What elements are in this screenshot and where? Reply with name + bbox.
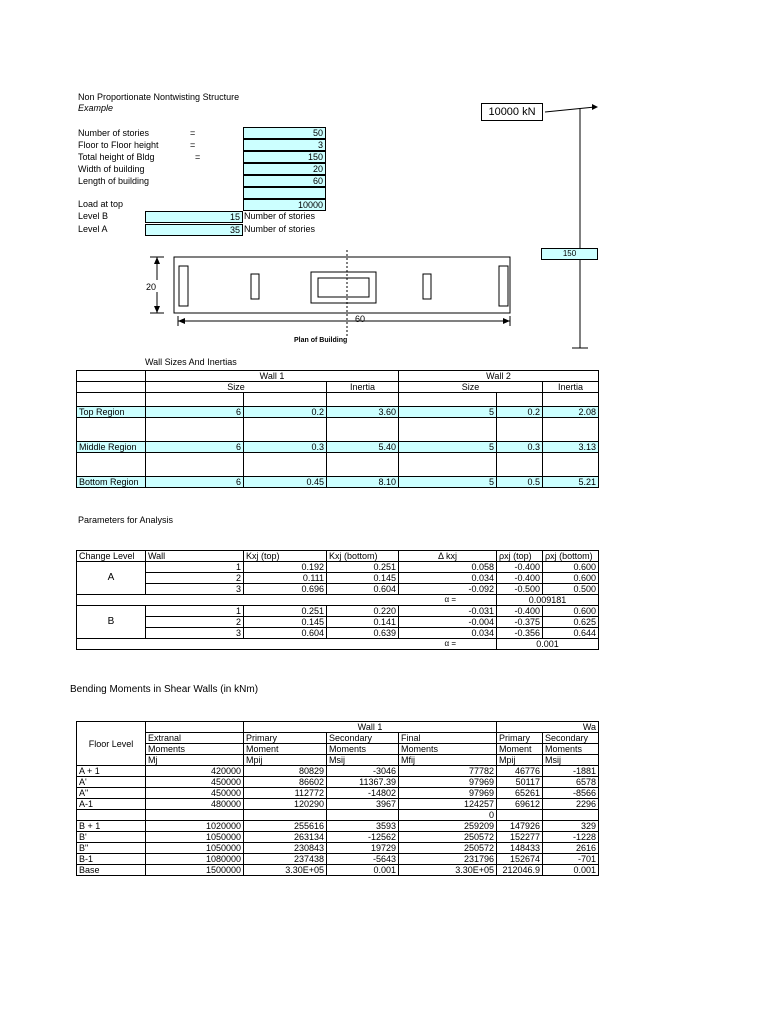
input-width[interactable]: 20 — [243, 163, 326, 175]
cell: 2 — [146, 573, 244, 584]
pri-header-3: Mpij — [244, 755, 327, 766]
floor-level-cell: Base — [77, 865, 146, 876]
table-row — [77, 606, 599, 617]
moments-title: Bending Moments in Shear Walls (in kNm) — [70, 684, 259, 695]
input-total-height[interactable]: 150 — [243, 151, 326, 163]
cell: 0.600 — [543, 606, 599, 617]
table-row — [77, 854, 599, 865]
table-row — [77, 477, 599, 488]
arrow-left-icon — [178, 318, 185, 324]
col-header: ρxj (bottom) — [543, 551, 599, 562]
input-level-b[interactable]: 15 — [145, 211, 243, 223]
cell[interactable]: 2.08 — [543, 407, 599, 418]
input-label: Length of building — [78, 176, 150, 186]
floor-level-cell — [77, 810, 146, 821]
moment-cell: 3.30E+05 — [244, 865, 327, 876]
input-eq: = — [190, 128, 196, 138]
row-label: Bottom Region — [77, 477, 146, 488]
moment-cell: 11367.39 — [327, 777, 399, 788]
elevation-diagram — [540, 100, 610, 355]
cell[interactable]: 6 — [146, 442, 244, 453]
cell: 0.251 — [244, 606, 327, 617]
cell[interactable]: 6 — [146, 477, 244, 488]
table-row — [77, 766, 599, 777]
height-label-box: 150 — [541, 248, 598, 260]
level-b-label: Level B — [78, 211, 109, 221]
moment-cell: 255616 — [244, 821, 327, 832]
moment-cell — [497, 810, 543, 821]
table-row — [77, 810, 599, 821]
wall-left — [179, 266, 188, 306]
cell: -0.356 — [497, 628, 543, 639]
level-a-note: Number of stories — [244, 224, 316, 234]
table-row — [77, 788, 599, 799]
alpha-value: 0.001 — [497, 639, 599, 650]
moment-cell: 112772 — [244, 788, 327, 799]
moment-cell: 1080000 — [146, 854, 244, 865]
cell: 0.111 — [244, 573, 327, 584]
moment-cell: 329 — [543, 821, 599, 832]
col-header: Wall — [146, 551, 244, 562]
wall-inner-right — [423, 274, 431, 299]
input-eq: = — [190, 140, 196, 150]
input-level-a[interactable]: 35 — [145, 224, 243, 236]
ext-header-3: Mj — [146, 755, 244, 766]
moment-cell: -701 — [543, 854, 599, 865]
load-label-box: 10000 kN — [481, 103, 543, 121]
cell: 2 — [146, 617, 244, 628]
alpha-label: α = — [77, 639, 497, 650]
length-dim-label: 60 — [355, 314, 366, 324]
load-label: Load at top — [78, 199, 124, 209]
moment-cell: 0 — [399, 810, 497, 821]
page-subtitle: Example — [78, 103, 114, 113]
cell: 0.220 — [327, 606, 399, 617]
moment-cell: 80829 — [244, 766, 327, 777]
core-inner — [318, 278, 369, 297]
cell: -0.004 — [399, 617, 497, 628]
moment-cell: 19729 — [327, 843, 399, 854]
floor-level-cell: A' — [77, 777, 146, 788]
moment-cell: 3.30E+05 — [399, 865, 497, 876]
level-b-note: Number of stories — [244, 211, 316, 221]
cell: 3 — [146, 628, 244, 639]
row-label: Top Region — [77, 407, 146, 418]
cell: 0.058 — [399, 562, 497, 573]
col-header: Change Level — [77, 551, 146, 562]
fin-header-1: Final — [399, 733, 497, 744]
width-dim-label: 20 — [146, 282, 157, 292]
arrow-right-icon — [503, 318, 510, 324]
cell: -0.092 — [399, 584, 497, 595]
moment-cell: 450000 — [146, 788, 244, 799]
page-title: Non Proportionate Nontwisting Structure — [78, 92, 240, 102]
input-label: Floor to Floor height — [78, 140, 159, 150]
w2-size-header: Size — [399, 382, 543, 393]
table-row — [77, 843, 599, 854]
cell: 0.644 — [543, 628, 599, 639]
moment-cell: 120290 — [244, 799, 327, 810]
moment-cell: 230843 — [244, 843, 327, 854]
moment-cell: 124257 — [399, 799, 497, 810]
moment-cell: 1050000 — [146, 843, 244, 854]
moment-cell: 3967 — [327, 799, 399, 810]
cell: -0.500 — [497, 584, 543, 595]
moment-cell: -12562 — [327, 832, 399, 843]
ext-header-2: Moments — [146, 744, 244, 755]
params-table — [76, 550, 599, 650]
moment-cell — [244, 810, 327, 821]
cell: 0.639 — [327, 628, 399, 639]
cell: 0.625 — [543, 617, 599, 628]
cell: 0.141 — [327, 617, 399, 628]
moment-cell: -5643 — [327, 854, 399, 865]
table-row — [77, 562, 599, 573]
cell: 1 — [146, 606, 244, 617]
cell: 0.145 — [327, 573, 399, 584]
fin-header-3: Mfij — [399, 755, 497, 766]
floor-level-cell: B" — [77, 843, 146, 854]
moment-cell: 148433 — [497, 843, 543, 854]
arrow-down-icon — [154, 306, 160, 313]
input-length[interactable]: 60 — [243, 175, 326, 187]
cell: 0.696 — [244, 584, 327, 595]
walls-table — [76, 370, 599, 488]
cell[interactable]: 5 — [399, 442, 497, 453]
load-arrowhead-icon — [592, 104, 598, 110]
change-level: A — [77, 562, 146, 595]
sec-header-2: Moments — [327, 744, 399, 755]
moment-cell: 259209 — [399, 821, 497, 832]
moment-cell: 250572 — [399, 832, 497, 843]
alpha-row — [77, 639, 599, 650]
input-blank[interactable] — [243, 187, 326, 199]
cell: 0.604 — [327, 584, 399, 595]
cell: -0.031 — [399, 606, 497, 617]
moments-table — [76, 721, 599, 876]
table-row — [77, 832, 599, 843]
moment-cell — [543, 810, 599, 821]
cell: 0.600 — [543, 573, 599, 584]
moment-cell: 263134 — [244, 832, 327, 843]
floor-level-cell: A + 1 — [77, 766, 146, 777]
change-level: B — [77, 606, 146, 639]
sec2-header-2: Moments — [543, 744, 599, 755]
col-header: Kxj (top) — [244, 551, 327, 562]
pri2-header-3: Mpij — [497, 755, 543, 766]
cell: 1 — [146, 562, 244, 573]
cell: 0.192 — [244, 562, 327, 573]
cell[interactable]: 0.2 — [497, 407, 543, 418]
moment-cell: 50117 — [497, 777, 543, 788]
pri-header-1: Primary — [244, 733, 327, 744]
cell: 0.500 — [543, 584, 599, 595]
cell[interactable]: 8.10 — [327, 477, 399, 488]
pri2-header-2: Moment — [497, 744, 543, 755]
w1-size-header: Size — [146, 382, 327, 393]
input-stories[interactable]: 50 — [243, 127, 326, 139]
wall2-header: Wa — [497, 722, 599, 733]
cell[interactable]: 3.13 — [543, 442, 599, 453]
floor-level-cell: B-1 — [77, 854, 146, 865]
cell[interactable]: 0.5 — [497, 477, 543, 488]
cell[interactable]: 5.21 — [543, 477, 599, 488]
moment-cell: 2616 — [543, 843, 599, 854]
ext-header-1: Extranal — [146, 733, 244, 744]
cell[interactable]: 0.3 — [244, 442, 327, 453]
moment-cell: 77782 — [399, 766, 497, 777]
input-floor-height[interactable]: 3 — [243, 139, 326, 151]
w1-inertia-header: Inertia — [327, 382, 399, 393]
sec-header-3: Msij — [327, 755, 399, 766]
sec-header-1: Secondary — [327, 733, 399, 744]
moment-cell: 231796 — [399, 854, 497, 865]
table-row — [77, 865, 599, 876]
arrow-up-icon — [154, 257, 160, 264]
floor-level-cell: A" — [77, 788, 146, 799]
moment-cell: 6578 — [543, 777, 599, 788]
cell[interactable]: 6 — [146, 407, 244, 418]
cell: -0.400 — [497, 573, 543, 584]
cell[interactable]: 5.40 — [327, 442, 399, 453]
moment-cell: 152674 — [497, 854, 543, 865]
floor-level-header: Floor Level — [77, 722, 146, 766]
pri2-header-1: Primary — [497, 733, 543, 744]
wall1-header: Wall 1 — [146, 371, 399, 382]
sec2-header-1: Secondary — [543, 733, 599, 744]
walls-title: Wall Sizes And Inertias — [145, 357, 237, 367]
alpha-value: 0.009181 — [497, 595, 599, 606]
plan-caption: Plan of Building — [294, 337, 348, 344]
col-header: Kxj (bottom) — [327, 551, 399, 562]
moment-cell: 46776 — [497, 766, 543, 777]
input-label: Number of stories — [78, 128, 150, 138]
moment-cell: 152277 — [497, 832, 543, 843]
moment-cell — [327, 810, 399, 821]
alpha-label: α = — [77, 595, 497, 606]
cell: -0.400 — [497, 606, 543, 617]
cell: 0.034 — [399, 628, 497, 639]
cell[interactable]: 5 — [399, 477, 497, 488]
cell: 0.251 — [327, 562, 399, 573]
table-row — [77, 617, 599, 628]
table-row — [77, 407, 599, 418]
cell: 0.145 — [244, 617, 327, 628]
moments-body — [77, 766, 599, 876]
moment-cell: -8566 — [543, 788, 599, 799]
table-row — [77, 821, 599, 832]
moment-cell: 0.001 — [543, 865, 599, 876]
input-eq: = — [195, 152, 201, 162]
wall-right — [499, 266, 508, 306]
table-row — [77, 573, 599, 584]
moment-cell: 237438 — [244, 854, 327, 865]
table-row — [77, 442, 599, 453]
cell[interactable]: 0.45 — [244, 477, 327, 488]
moment-cell: 1020000 — [146, 821, 244, 832]
input-label: Width of building — [78, 164, 145, 174]
moment-cell — [146, 810, 244, 821]
sec2-header-3: Msij — [543, 755, 599, 766]
moment-cell: -14802 — [327, 788, 399, 799]
level-a-label: Level A — [78, 224, 108, 234]
moment-cell: 480000 — [146, 799, 244, 810]
table-row — [77, 799, 599, 810]
moment-cell: 97969 — [399, 788, 497, 799]
cell: 0.034 — [399, 573, 497, 584]
cell: -0.375 — [497, 617, 543, 628]
w2-inertia-header: Inertia — [543, 382, 599, 393]
table-row — [77, 628, 599, 639]
moment-cell: 450000 — [146, 777, 244, 788]
moment-cell: 420000 — [146, 766, 244, 777]
input-label: Total height of Bldg — [78, 152, 155, 162]
moment-cell: -3046 — [327, 766, 399, 777]
floor-level-cell: B + 1 — [77, 821, 146, 832]
moment-cell: 147926 — [497, 821, 543, 832]
col-header: Δ kxj — [399, 551, 497, 562]
moment-cell: -1881 — [543, 766, 599, 777]
moment-cell: 212046.9 — [497, 865, 543, 876]
floor-level-cell: A-1 — [77, 799, 146, 810]
cell[interactable]: 0.3 — [497, 442, 543, 453]
wall2-header: Wall 2 — [399, 371, 599, 382]
col-header: ρxj (top) — [497, 551, 543, 562]
cell: 0.600 — [543, 562, 599, 573]
moment-cell: 69612 — [497, 799, 543, 810]
moment-cell: 86602 — [244, 777, 327, 788]
row-label: Middle Region — [77, 442, 146, 453]
cell: 0.604 — [244, 628, 327, 639]
moment-cell: -1228 — [543, 832, 599, 843]
fin-header-2: Moments — [399, 744, 497, 755]
walls-corner — [77, 371, 146, 382]
wall1-header: Wall 1 — [244, 722, 497, 733]
moment-cell: 250572 — [399, 843, 497, 854]
params-title: Parameters for Analysis — [78, 515, 174, 525]
input-load[interactable]: 10000 — [243, 199, 326, 211]
floor-level-cell: B' — [77, 832, 146, 843]
moment-cell: 1500000 — [146, 865, 244, 876]
moment-cell: 2296 — [543, 799, 599, 810]
cell[interactable]: 0.2 — [244, 407, 327, 418]
moment-cell: 65261 — [497, 788, 543, 799]
cell: 3 — [146, 584, 244, 595]
moment-cell: 1050000 — [146, 832, 244, 843]
pri-header-2: Moment — [244, 744, 327, 755]
moment-cell: 3593 — [327, 821, 399, 832]
cell: -0.400 — [497, 562, 543, 573]
moment-cell: 97969 — [399, 777, 497, 788]
cell[interactable]: 3.60 — [327, 407, 399, 418]
alpha-row — [77, 595, 599, 606]
load-arrow-line — [545, 107, 595, 112]
building-plan — [140, 248, 530, 348]
table-row — [77, 584, 599, 595]
cell[interactable]: 5 — [399, 407, 497, 418]
wall-inner-left — [251, 274, 259, 299]
walls-corner — [77, 382, 146, 393]
moment-cell: 0.001 — [327, 865, 399, 876]
table-row — [77, 777, 599, 788]
